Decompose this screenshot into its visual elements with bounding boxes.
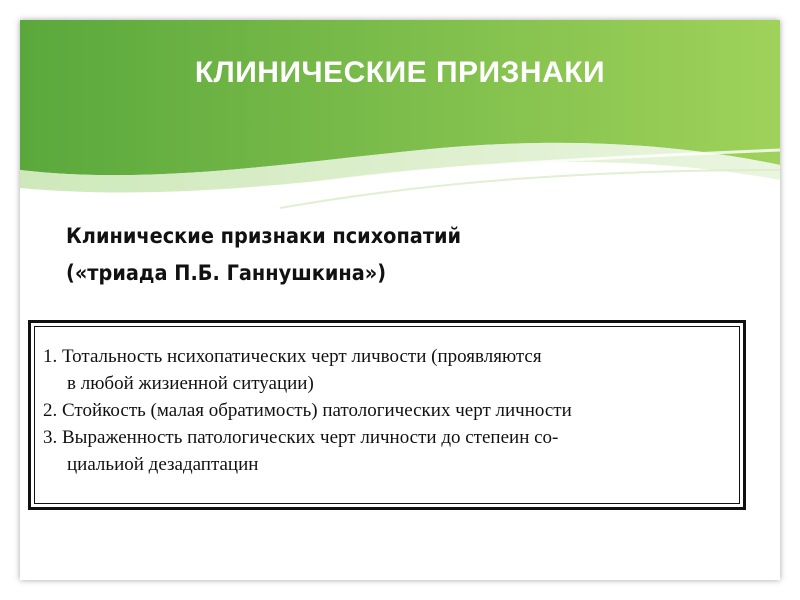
criteria-item-3-line-1: 3. Выраженность патологических черт личности до степеин со- (43, 427, 559, 448)
banner-wave-graphic (20, 20, 780, 210)
criteria-item-3-line-2: циальиой дезадаптацин (67, 454, 259, 475)
title-banner (20, 20, 780, 210)
criteria-item-2-line-1: 2. Стойкость (малая обратимость) патологических черт личности (43, 400, 572, 421)
slide (20, 20, 780, 580)
scanned-criteria-inner-frame (34, 326, 740, 504)
heading-line-2: («триада П.Б. Ганнушкина») (66, 261, 387, 285)
criteria-list (43, 343, 733, 478)
criteria-item-1-line-2: в любой жизиенной ситуации) (67, 373, 314, 394)
scanned-criteria-box (28, 320, 746, 510)
heading-line-1: Клинические признаки психопатий (66, 224, 462, 248)
scanned-heading (66, 218, 618, 292)
slide-title: КЛИНИЧЕСКИЕ ПРИЗНАКИ (194, 56, 606, 89)
criteria-item-1-line-1: 1. Тотальность нсихопатических черт личвости (проявляются (43, 346, 542, 367)
